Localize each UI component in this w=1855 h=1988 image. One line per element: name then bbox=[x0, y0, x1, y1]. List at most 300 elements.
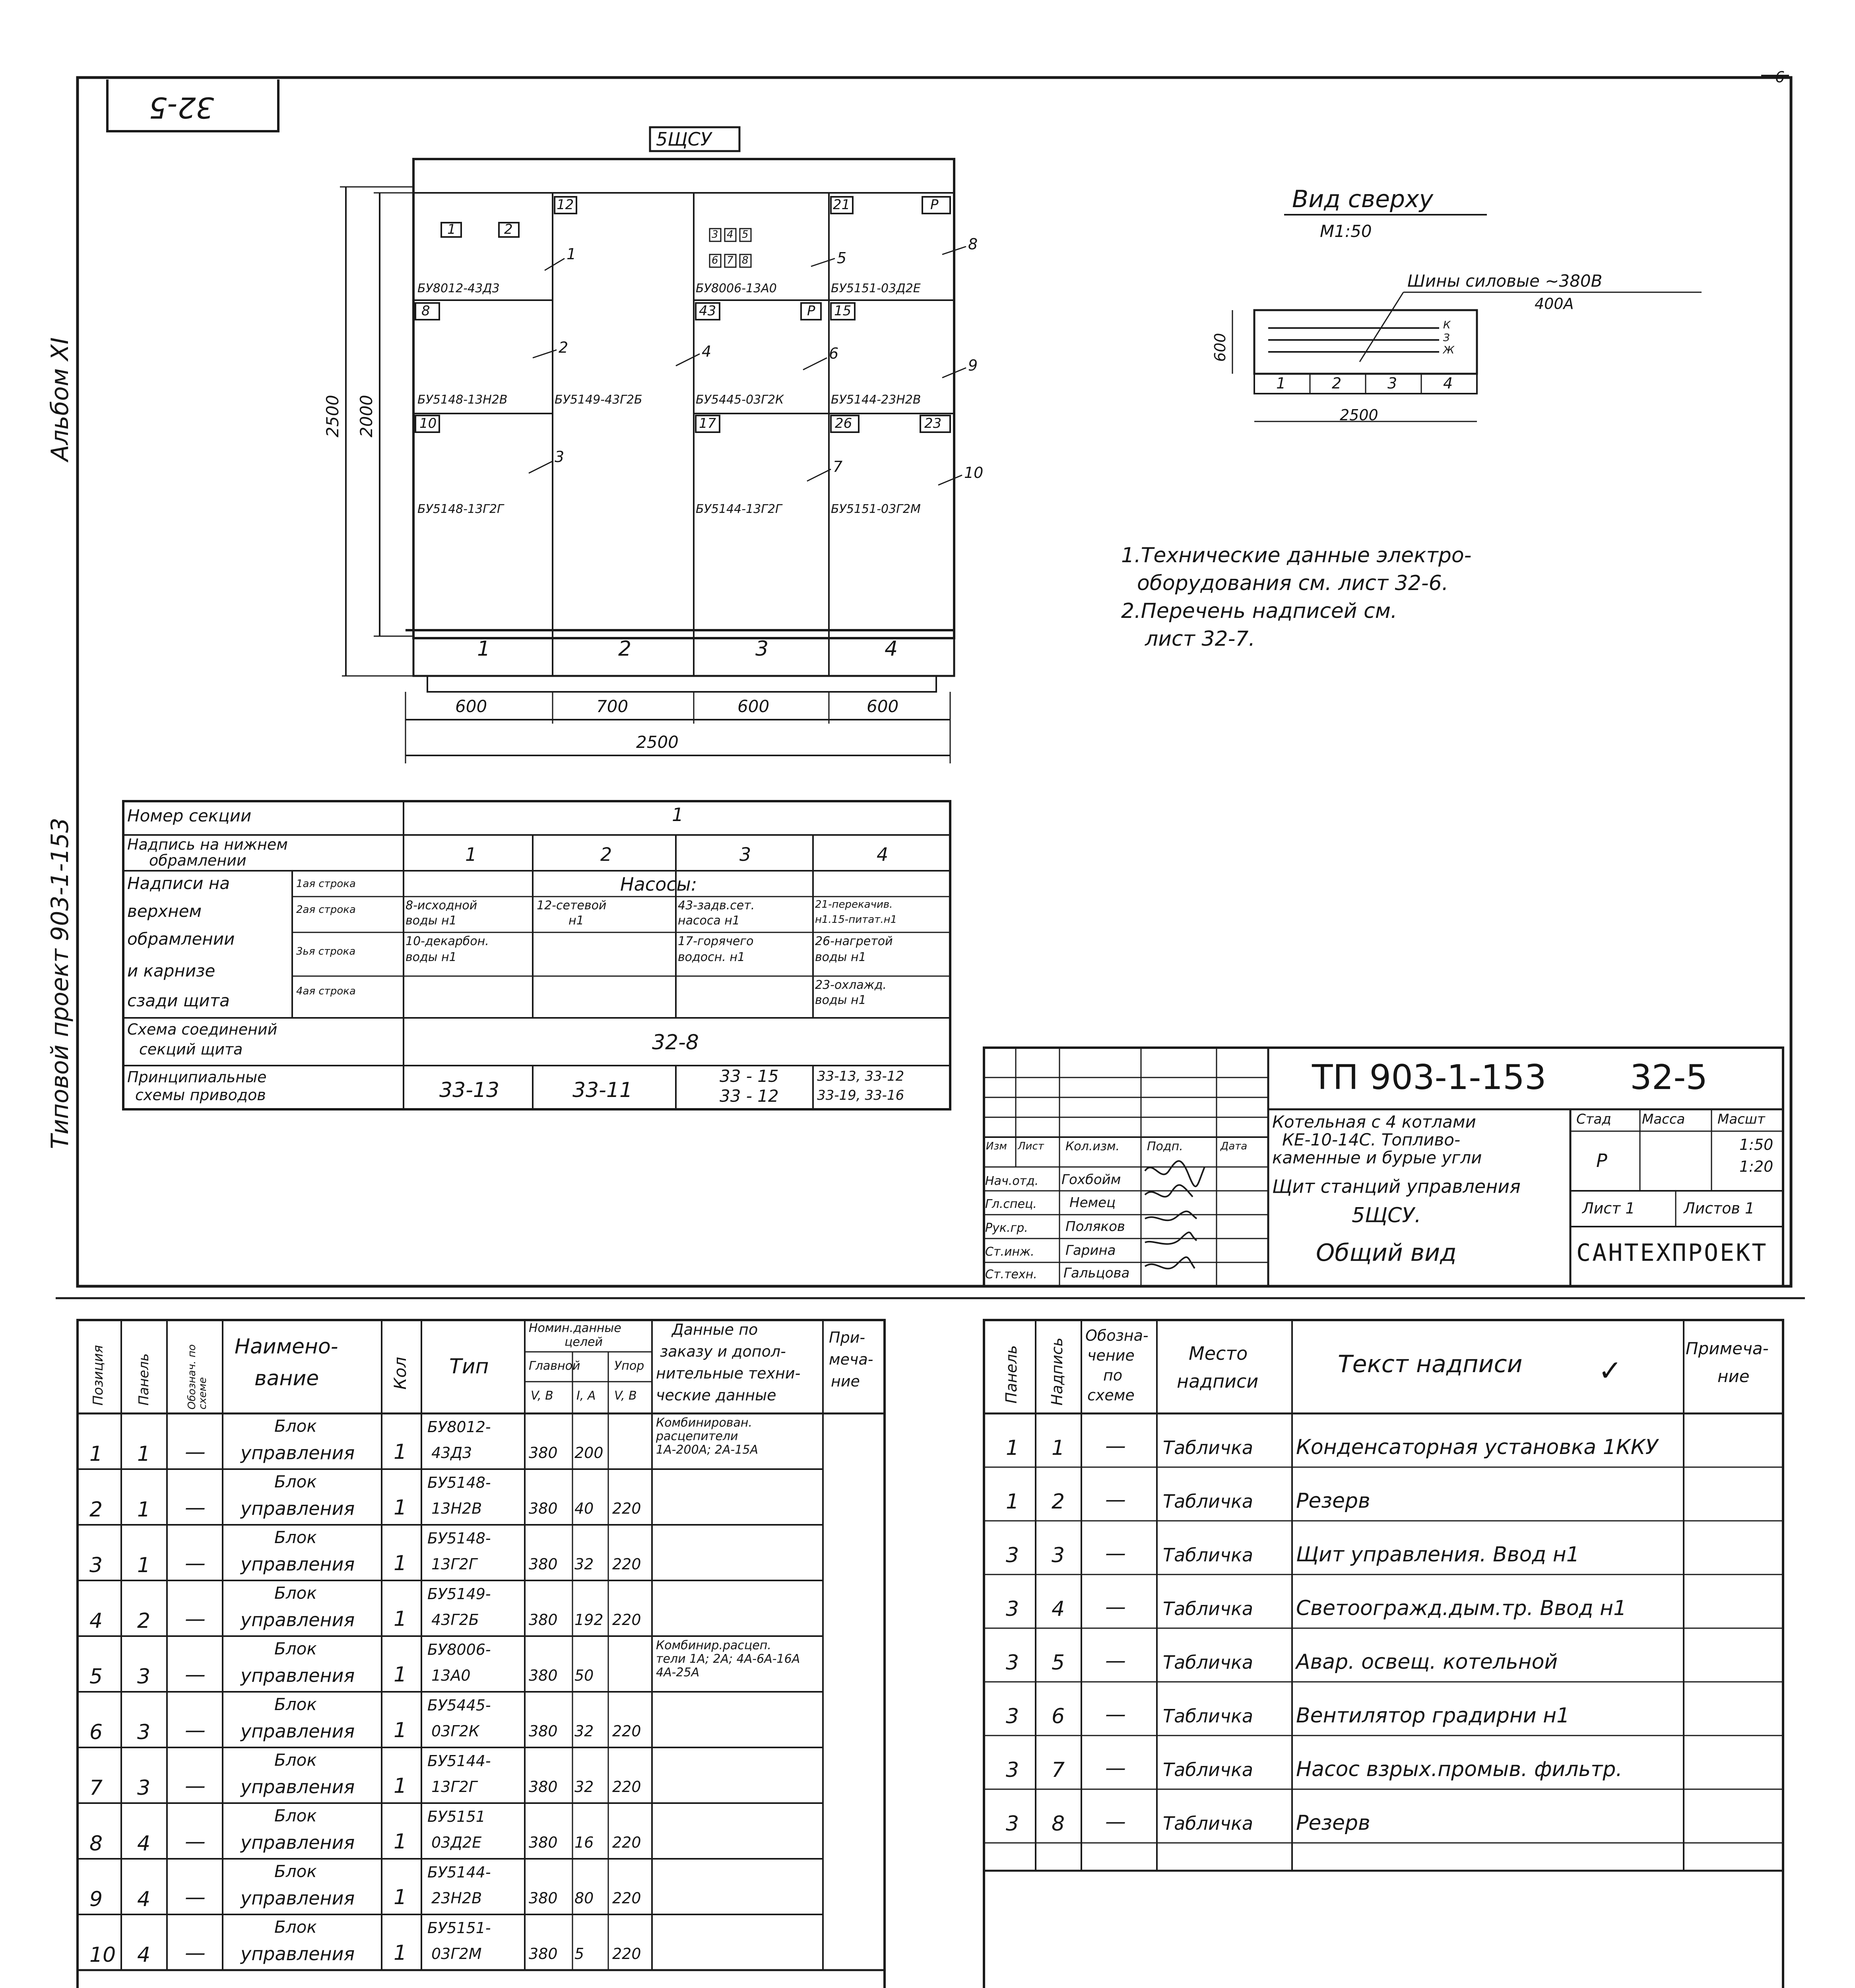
block-8: 8 bbox=[421, 303, 430, 319]
project-label: Типовой проект 903-1-153 bbox=[46, 817, 74, 1149]
spec-name-1: Блок bbox=[274, 1583, 317, 1603]
spec-qty: 1 bbox=[394, 1718, 407, 1742]
tb1-r3: Рук.гр. bbox=[985, 1221, 1028, 1235]
spec-scheme: — bbox=[185, 1663, 206, 1687]
label-text: Светоогражд.дым.тр. Ввод н1 bbox=[1296, 1596, 1627, 1620]
spec-qty: 1 bbox=[394, 1885, 407, 1909]
tb1-sheet: 32-5 bbox=[1630, 1058, 1708, 1097]
spec-h-nom-a: Номин.данные bbox=[529, 1321, 621, 1335]
spec-pos: 4 bbox=[89, 1609, 103, 1633]
spec-h-type: Тип bbox=[449, 1355, 489, 1378]
spec-voltage: 380 bbox=[529, 1945, 558, 1963]
label-no: 4 bbox=[1052, 1597, 1065, 1621]
st-pumps: Насосы: bbox=[620, 874, 697, 895]
bus-label: Шины силовые ~380В bbox=[1407, 271, 1603, 291]
device-7: БУ5144-23Н2В bbox=[831, 393, 921, 407]
spec-extra-3: 1А-200А; 2А-15А bbox=[656, 1443, 758, 1457]
spec-pos: 7 bbox=[89, 1776, 103, 1800]
tb1-r4: Ст.инж. bbox=[985, 1245, 1034, 1259]
spec-name-1: Блок bbox=[274, 1750, 317, 1770]
spec-type-1: БУ8012- bbox=[427, 1418, 491, 1436]
bus-current: 400А bbox=[1535, 295, 1574, 313]
block-43: 43 bbox=[699, 303, 716, 319]
device-4: БУ5148-13Н2В bbox=[417, 393, 508, 407]
lbl-h-place-a: Место bbox=[1189, 1343, 1248, 1364]
st-drive-2: 33-11 bbox=[572, 1078, 633, 1102]
spec-h-ctrl: Упор bbox=[614, 1359, 644, 1373]
spec-name-1: Блок bbox=[274, 1695, 317, 1714]
tb1-h-sign: Подп. bbox=[1147, 1140, 1183, 1153]
st-r3c4-b: воды н1 bbox=[815, 950, 866, 964]
spec-scheme: — bbox=[185, 1551, 206, 1575]
label-scheme: — bbox=[1105, 1541, 1126, 1565]
st-r3c3-a: 17-горячего bbox=[678, 934, 754, 948]
block-21: 21 bbox=[833, 197, 850, 213]
spec-type-2: 13Г2Г bbox=[431, 1555, 477, 1573]
spec-name-2: управления bbox=[241, 1609, 355, 1631]
spec-h-v2: V, В bbox=[614, 1389, 637, 1403]
spec-qty: 1 bbox=[394, 1663, 407, 1687]
st-row-4: 4ая строка bbox=[296, 985, 356, 997]
top-cell-3: 3 bbox=[1387, 375, 1397, 392]
dim-2500-width: 2500 bbox=[636, 732, 679, 752]
st-r2c4-a: 21-перекачив. bbox=[815, 899, 893, 911]
block-p2: Р bbox=[807, 303, 815, 319]
tb1-r2: Гл.спец. bbox=[985, 1197, 1037, 1211]
st-r2c4-b: н1.15-питат.н1 bbox=[815, 914, 897, 926]
leader-8: 8 bbox=[968, 235, 978, 253]
tb1-h-list: Лист bbox=[1018, 1140, 1044, 1152]
st-h-conn-a: Схема соединений bbox=[127, 1021, 277, 1038]
block-m4: 4 bbox=[727, 229, 733, 241]
label-place: Табличка bbox=[1163, 1705, 1253, 1727]
device-6: БУ5445-03Г2К bbox=[696, 393, 784, 407]
label-no: 5 bbox=[1052, 1651, 1065, 1675]
st-r4c4-a: 23-охлажд. bbox=[815, 978, 887, 992]
spec-extra-3: 4А-25А bbox=[656, 1666, 700, 1679]
st-r2c2-a: 12-сетевой bbox=[537, 899, 607, 912]
block-m7: 7 bbox=[727, 254, 733, 266]
spec-current: 192 bbox=[574, 1611, 603, 1629]
spec-voltage: 380 bbox=[529, 1889, 558, 1907]
st-r2c1-b: воды н1 bbox=[406, 914, 457, 928]
spec-pos: 8 bbox=[89, 1832, 103, 1856]
label-text: Конденсаторная установка 1ККУ bbox=[1296, 1435, 1658, 1459]
spec-extra-1: Комбинирован. bbox=[656, 1416, 753, 1430]
leader-4: 4 bbox=[702, 343, 712, 360]
spec-control-voltage: 220 bbox=[612, 1722, 641, 1740]
tb1-h-mass: Масса bbox=[1642, 1111, 1685, 1127]
spec-panel: 1 bbox=[137, 1553, 151, 1577]
label-panel: 3 bbox=[1006, 1651, 1019, 1675]
st-h-drive-a: Принципиальные bbox=[127, 1068, 267, 1086]
st-r3c4-a: 26-нагретой bbox=[815, 934, 893, 948]
spec-scheme: — bbox=[185, 1440, 206, 1464]
label-place: Табличка bbox=[1163, 1813, 1253, 1834]
spec-panel: 2 bbox=[137, 1609, 151, 1633]
label-place: Табличка bbox=[1163, 1491, 1253, 1512]
label-text: Резерв bbox=[1296, 1489, 1370, 1513]
st-r4c4-b: воды н1 bbox=[815, 993, 866, 1007]
st-h-drive-b: схемы приводов bbox=[135, 1086, 266, 1104]
spec-name-2: управления bbox=[241, 1665, 355, 1686]
spec-qty: 1 bbox=[394, 1607, 407, 1631]
spec-extra-1: Комбинир.расцеп. bbox=[656, 1639, 771, 1652]
lbl-h-tick: ✓ bbox=[1598, 1354, 1622, 1387]
spec-control-voltage: 220 bbox=[612, 1611, 641, 1629]
device-8: БУ5148-13Г2Г bbox=[417, 502, 504, 516]
tb1-h-doc: Кол.изм. bbox=[1065, 1140, 1120, 1153]
spec-qty: 1 bbox=[394, 1941, 407, 1965]
block-m3: 3 bbox=[712, 229, 718, 241]
phase-a: К bbox=[1443, 319, 1451, 331]
label-text: Резерв bbox=[1296, 1811, 1370, 1835]
spec-type-2: 13А0 bbox=[431, 1667, 471, 1684]
lbl-h-place-b: надписи bbox=[1177, 1371, 1259, 1392]
st-section-no: 1 bbox=[672, 804, 684, 825]
spec-h-i: I, А bbox=[576, 1389, 596, 1403]
spec-scheme: — bbox=[185, 1830, 206, 1854]
top-view-scale: М1:50 bbox=[1320, 221, 1372, 241]
spec-h-scheme: Обознач. по схеме bbox=[186, 1344, 209, 1409]
tb1-title-c: Общий вид bbox=[1316, 1239, 1457, 1267]
label-no: 8 bbox=[1052, 1812, 1065, 1836]
leader-9: 9 bbox=[968, 357, 978, 374]
block-26: 26 bbox=[835, 415, 852, 431]
spec-name-1: Блок bbox=[274, 1528, 317, 1547]
st-drive-3-b: 33 - 12 bbox=[720, 1086, 779, 1106]
top-cell-2: 2 bbox=[1332, 375, 1342, 392]
panel-number-3: 3 bbox=[755, 637, 769, 661]
spec-control-voltage: 220 bbox=[612, 1555, 641, 1573]
spec-panel: 1 bbox=[137, 1442, 151, 1466]
tb1-h-izm: Изм bbox=[986, 1140, 1007, 1152]
block-m5: 5 bbox=[742, 229, 749, 241]
tb1-r3n: Поляков bbox=[1065, 1219, 1125, 1235]
tb1-project: ТП 903-1-153 bbox=[1312, 1058, 1546, 1097]
dim-2000-height: 2000 bbox=[357, 395, 376, 437]
device-3: БУ5151-03Д2Е bbox=[831, 282, 921, 295]
tb1-scale-b: 1:20 bbox=[1739, 1158, 1774, 1175]
spec-h-note-a: При- bbox=[829, 1329, 865, 1346]
spec-current: 80 bbox=[574, 1889, 594, 1907]
label-no: 7 bbox=[1052, 1758, 1065, 1782]
spec-control-voltage: 220 bbox=[612, 1778, 641, 1796]
block-m8: 8 bbox=[742, 254, 749, 266]
spec-name-2: управления bbox=[241, 1943, 355, 1965]
corner-tag: 32-5 bbox=[149, 91, 214, 124]
label-panel: 1 bbox=[1006, 1436, 1019, 1460]
st-h-lower-a: Надпись на нижнем bbox=[127, 836, 288, 853]
st-drive-4-b: 33-19, 33-16 bbox=[817, 1087, 904, 1103]
st-row-2: 2ая строка bbox=[296, 904, 356, 916]
st-r3c3-b: водосн. н1 bbox=[678, 950, 745, 964]
spec-qty: 1 bbox=[394, 1440, 407, 1464]
label-panel: 3 bbox=[1006, 1543, 1019, 1567]
spec-pos: 3 bbox=[89, 1553, 103, 1577]
tb1-title-b: 5ЩСУ. bbox=[1352, 1204, 1421, 1227]
spec-h-note-c: ние bbox=[831, 1373, 860, 1390]
st-r3c1-b: воды н1 bbox=[406, 950, 457, 964]
spec-type-2: 23Н2В bbox=[431, 1889, 482, 1907]
label-text: Вентилятор градирни н1 bbox=[1296, 1704, 1570, 1728]
tb1-desc-c: каменные и бурые угли bbox=[1272, 1148, 1482, 1167]
lbl-h-scheme-a: Обозна- bbox=[1085, 1327, 1149, 1344]
label-scheme: — bbox=[1105, 1810, 1126, 1834]
spec-current: 40 bbox=[574, 1500, 594, 1517]
spec-voltage: 380 bbox=[529, 1778, 558, 1796]
spec-type-1: БУ5151 bbox=[427, 1808, 485, 1825]
spec-control-voltage: 220 bbox=[612, 1945, 641, 1963]
spec-panel: 3 bbox=[137, 1665, 151, 1689]
st-col-4: 4 bbox=[877, 844, 889, 865]
spec-h-qty: Кол bbox=[390, 1357, 410, 1390]
label-no: 6 bbox=[1052, 1705, 1065, 1728]
st-drive-3-a: 33 - 15 bbox=[720, 1066, 779, 1086]
spec-type-2: 03Г2М bbox=[431, 1945, 482, 1963]
spec-control-voltage: 220 bbox=[612, 1834, 641, 1851]
label-place: Табличка bbox=[1163, 1598, 1253, 1619]
spec-pos: 6 bbox=[89, 1720, 103, 1744]
label-scheme: — bbox=[1105, 1434, 1126, 1458]
block-2: 2 bbox=[504, 221, 513, 237]
spec-name-2: управления bbox=[241, 1887, 355, 1909]
device-9: БУ5144-13Г2Г bbox=[696, 502, 782, 516]
st-col-2: 2 bbox=[600, 844, 612, 865]
spec-voltage: 380 bbox=[529, 1500, 558, 1517]
spec-current: 32 bbox=[574, 1555, 594, 1573]
spec-current: 50 bbox=[574, 1667, 594, 1684]
label-no: 1 bbox=[1052, 1436, 1065, 1460]
spec-scheme: — bbox=[185, 1941, 206, 1965]
spec-name-1: Блок bbox=[274, 1806, 317, 1825]
spec-h-main: Главной bbox=[529, 1359, 580, 1373]
spec-name-2: управления bbox=[241, 1776, 355, 1798]
device-2: БУ8006-13А0 bbox=[696, 282, 777, 295]
spec-h-name-b: вание bbox=[254, 1367, 319, 1390]
label-panel: 1 bbox=[1006, 1490, 1019, 1514]
spec-h-note-b: меча- bbox=[829, 1351, 873, 1368]
label-place: Табличка bbox=[1163, 1652, 1253, 1673]
spec-control-voltage: 220 bbox=[612, 1889, 641, 1907]
st-h-upper-1: Надписи на bbox=[127, 874, 230, 893]
top-view-width: 2500 bbox=[1340, 406, 1378, 424]
spec-qty: 1 bbox=[394, 1496, 407, 1520]
tb1-scale-a: 1:50 bbox=[1739, 1136, 1774, 1153]
lbl-h-scheme-c: по bbox=[1103, 1367, 1123, 1384]
top-view-title: Вид сверху bbox=[1292, 185, 1434, 213]
st-r3c1-a: 10-декарбон. bbox=[406, 934, 489, 948]
label-scheme: — bbox=[1105, 1595, 1126, 1619]
tb1-desc-b: КЕ-10-14С. Топливо- bbox=[1282, 1130, 1461, 1149]
block-m6: 6 bbox=[712, 254, 718, 266]
lbl-h-label: Надпись bbox=[1048, 1338, 1066, 1406]
lbl-h-note-a: Примеча- bbox=[1686, 1339, 1769, 1358]
spec-scheme: — bbox=[185, 1607, 206, 1631]
label-no: 2 bbox=[1052, 1490, 1065, 1514]
spec-name-1: Блок bbox=[274, 1917, 317, 1937]
spec-h-extra-b: заказу и допол- bbox=[660, 1343, 786, 1360]
spec-h-extra-d: ческие данные bbox=[656, 1386, 776, 1404]
album-label: Альбом XI bbox=[46, 337, 74, 461]
leader-1: 1 bbox=[567, 245, 576, 263]
tb1-r4n: Гарина bbox=[1065, 1242, 1116, 1258]
spec-panel: 4 bbox=[137, 1887, 151, 1911]
label-place: Табличка bbox=[1163, 1544, 1253, 1566]
st-h-section: Номер секции bbox=[127, 806, 252, 825]
st-h-upper-2: верхнем bbox=[127, 901, 202, 921]
panel-label: 5ЩСУ bbox=[656, 128, 712, 150]
spec-panel: 1 bbox=[137, 1498, 151, 1522]
spec-type-2: 43Г2Б bbox=[431, 1611, 479, 1629]
spec-h-v: V, В bbox=[531, 1389, 553, 1403]
phase-c: Ж bbox=[1443, 344, 1455, 356]
st-r2c1-a: 8-исходной bbox=[406, 899, 477, 912]
spec-h-panel: Панель bbox=[136, 1353, 152, 1406]
spec-qty: 1 bbox=[394, 1551, 407, 1575]
label-scheme: — bbox=[1105, 1756, 1126, 1780]
spec-pos: 2 bbox=[89, 1498, 103, 1522]
spec-extra-2: расцепители bbox=[656, 1429, 738, 1443]
st-conn: 32-8 bbox=[652, 1031, 699, 1054]
spec-name-2: управления bbox=[241, 1553, 355, 1575]
spec-panel: 4 bbox=[137, 1943, 151, 1967]
device-5: БУ5149-43Г2Б bbox=[555, 393, 642, 407]
spec-name-2: управления bbox=[241, 1832, 355, 1853]
leader-2: 2 bbox=[559, 339, 569, 356]
spec-name-1: Блок bbox=[274, 1639, 317, 1658]
note-1-line-2: оборудования см. лист 32-6. bbox=[1137, 571, 1449, 595]
spec-type-2: 03Д2Е bbox=[431, 1834, 482, 1851]
label-text: Щит управления. Ввод н1 bbox=[1296, 1543, 1579, 1567]
spec-scheme: — bbox=[185, 1774, 206, 1798]
leader-6: 6 bbox=[829, 345, 839, 362]
spec-type-1: БУ5151- bbox=[427, 1919, 491, 1937]
block-1: 1 bbox=[447, 221, 456, 237]
block-12: 12 bbox=[557, 197, 574, 213]
spec-pos: 5 bbox=[89, 1665, 103, 1689]
spec-current: 5 bbox=[574, 1945, 584, 1963]
tb1-r5: Ст.техн. bbox=[985, 1268, 1037, 1281]
lbl-h-text: Текст надписи bbox=[1338, 1350, 1523, 1378]
st-h-lower-b: обрамлении bbox=[149, 852, 246, 869]
spec-qty: 1 bbox=[394, 1830, 407, 1854]
st-h-upper-5: сзади щита bbox=[127, 991, 230, 1010]
lbl-h-scheme-d: схеме bbox=[1087, 1386, 1135, 1404]
tb1-desc-a: Котельная с 4 котлами bbox=[1272, 1112, 1476, 1132]
spec-type-2: 43Д3 bbox=[431, 1444, 472, 1462]
label-place: Табличка bbox=[1163, 1437, 1253, 1458]
st-r2c2-b: н1 bbox=[569, 914, 584, 928]
tb1-h-scale: Масшт bbox=[1717, 1111, 1765, 1127]
spec-scheme: — bbox=[185, 1496, 206, 1520]
st-h-upper-4: и карнизе bbox=[127, 961, 215, 980]
top-view-depth: 600 bbox=[1211, 333, 1229, 362]
device-10: БУ5151-03Г2М bbox=[831, 502, 921, 516]
leader-3: 3 bbox=[555, 448, 565, 466]
spec-type-1: БУ5148- bbox=[427, 1530, 491, 1547]
block-17: 17 bbox=[699, 415, 716, 431]
dim-600-b: 600 bbox=[737, 697, 770, 716]
spec-voltage: 380 bbox=[529, 1555, 558, 1573]
device-1: БУ8012-43Д3 bbox=[417, 282, 500, 295]
tb1-sheets: Листов 1 bbox=[1684, 1200, 1755, 1217]
label-text: Авар. освещ. котельной bbox=[1296, 1650, 1558, 1674]
label-panel: 3 bbox=[1006, 1812, 1019, 1836]
lbl-h-scheme-b: чение bbox=[1087, 1347, 1135, 1364]
note-2-line-2: лист 32-7. bbox=[1145, 627, 1255, 651]
spec-h-name-a: Наимено- bbox=[235, 1335, 338, 1359]
spec-panel: 3 bbox=[137, 1720, 151, 1744]
label-panel: 3 bbox=[1006, 1597, 1019, 1621]
st-h-upper-3: обрамлении bbox=[127, 929, 235, 949]
spec-current: 32 bbox=[574, 1778, 594, 1796]
st-r2c3-a: 43-задв.сет. bbox=[678, 899, 755, 912]
spec-scheme: — bbox=[185, 1885, 206, 1909]
leader-5: 5 bbox=[837, 249, 847, 267]
spec-type-2: 13Г2Г bbox=[431, 1778, 477, 1796]
st-h-conn-b: секций щита bbox=[139, 1041, 243, 1058]
dim-600-a: 600 bbox=[455, 697, 487, 716]
tb1-r2n: Немец bbox=[1069, 1195, 1116, 1211]
tb1-sheet-no: Лист 1 bbox=[1582, 1200, 1635, 1217]
label-panel: 3 bbox=[1006, 1705, 1019, 1728]
tb1-r1n: Гохбойм bbox=[1061, 1172, 1121, 1188]
spec-h-extra-c: нительные техни- bbox=[656, 1365, 801, 1382]
spec-name-1: Блок bbox=[274, 1416, 317, 1436]
lbl-h-note-b: ние bbox=[1717, 1367, 1750, 1386]
st-col-3: 3 bbox=[739, 844, 751, 865]
spec-type-1: БУ8006- bbox=[427, 1641, 491, 1658]
spec-name-2: управления bbox=[241, 1720, 355, 1742]
label-scheme: — bbox=[1105, 1703, 1126, 1726]
top-cell-1: 1 bbox=[1276, 375, 1286, 392]
tb1-h-date: Дата bbox=[1220, 1140, 1248, 1152]
spec-pos: 1 bbox=[89, 1442, 103, 1466]
block-p1: Р bbox=[930, 197, 939, 213]
spec-extra-2: тели 1А; 2А; 4А-6А-16А bbox=[656, 1652, 800, 1666]
tb1-stage: Р bbox=[1596, 1150, 1607, 1171]
top-cell-4: 4 bbox=[1443, 375, 1453, 392]
spec-type-2: 03Г2К bbox=[431, 1722, 479, 1740]
label-scheme: — bbox=[1105, 1488, 1126, 1512]
spec-h-nom-b: целей bbox=[565, 1335, 603, 1349]
st-col-1: 1 bbox=[465, 844, 477, 865]
spec-pos: 9 bbox=[89, 1887, 103, 1911]
block-15: 15 bbox=[834, 303, 852, 319]
spec-type-1: БУ5149- bbox=[427, 1585, 491, 1603]
spec-control-voltage: 220 bbox=[612, 1500, 641, 1517]
spec-voltage: 380 bbox=[529, 1611, 558, 1629]
leader-7: 7 bbox=[833, 458, 843, 476]
spec-type-2: 13Н2В bbox=[431, 1500, 482, 1517]
dim-700: 700 bbox=[596, 697, 629, 716]
dim-2500-height: 2500 bbox=[323, 395, 342, 437]
panel-number-4: 4 bbox=[885, 637, 898, 661]
tb1-title-a: Щит станций управления bbox=[1272, 1176, 1521, 1197]
spec-h-pos: Позиция bbox=[90, 1345, 106, 1406]
spec-h-extra-a: Данные по bbox=[672, 1321, 758, 1338]
spec-pos: 10 bbox=[89, 1943, 116, 1967]
lbl-h-panel: Панель bbox=[1003, 1345, 1020, 1404]
phase-b: З bbox=[1443, 332, 1450, 344]
spec-current: 32 bbox=[574, 1722, 594, 1740]
spec-current: 200 bbox=[574, 1444, 603, 1462]
panel-number-1: 1 bbox=[477, 637, 491, 661]
panel-number-2: 2 bbox=[618, 637, 632, 661]
leader-10: 10 bbox=[964, 464, 984, 481]
tb1-h-stage: Стад bbox=[1576, 1111, 1611, 1127]
